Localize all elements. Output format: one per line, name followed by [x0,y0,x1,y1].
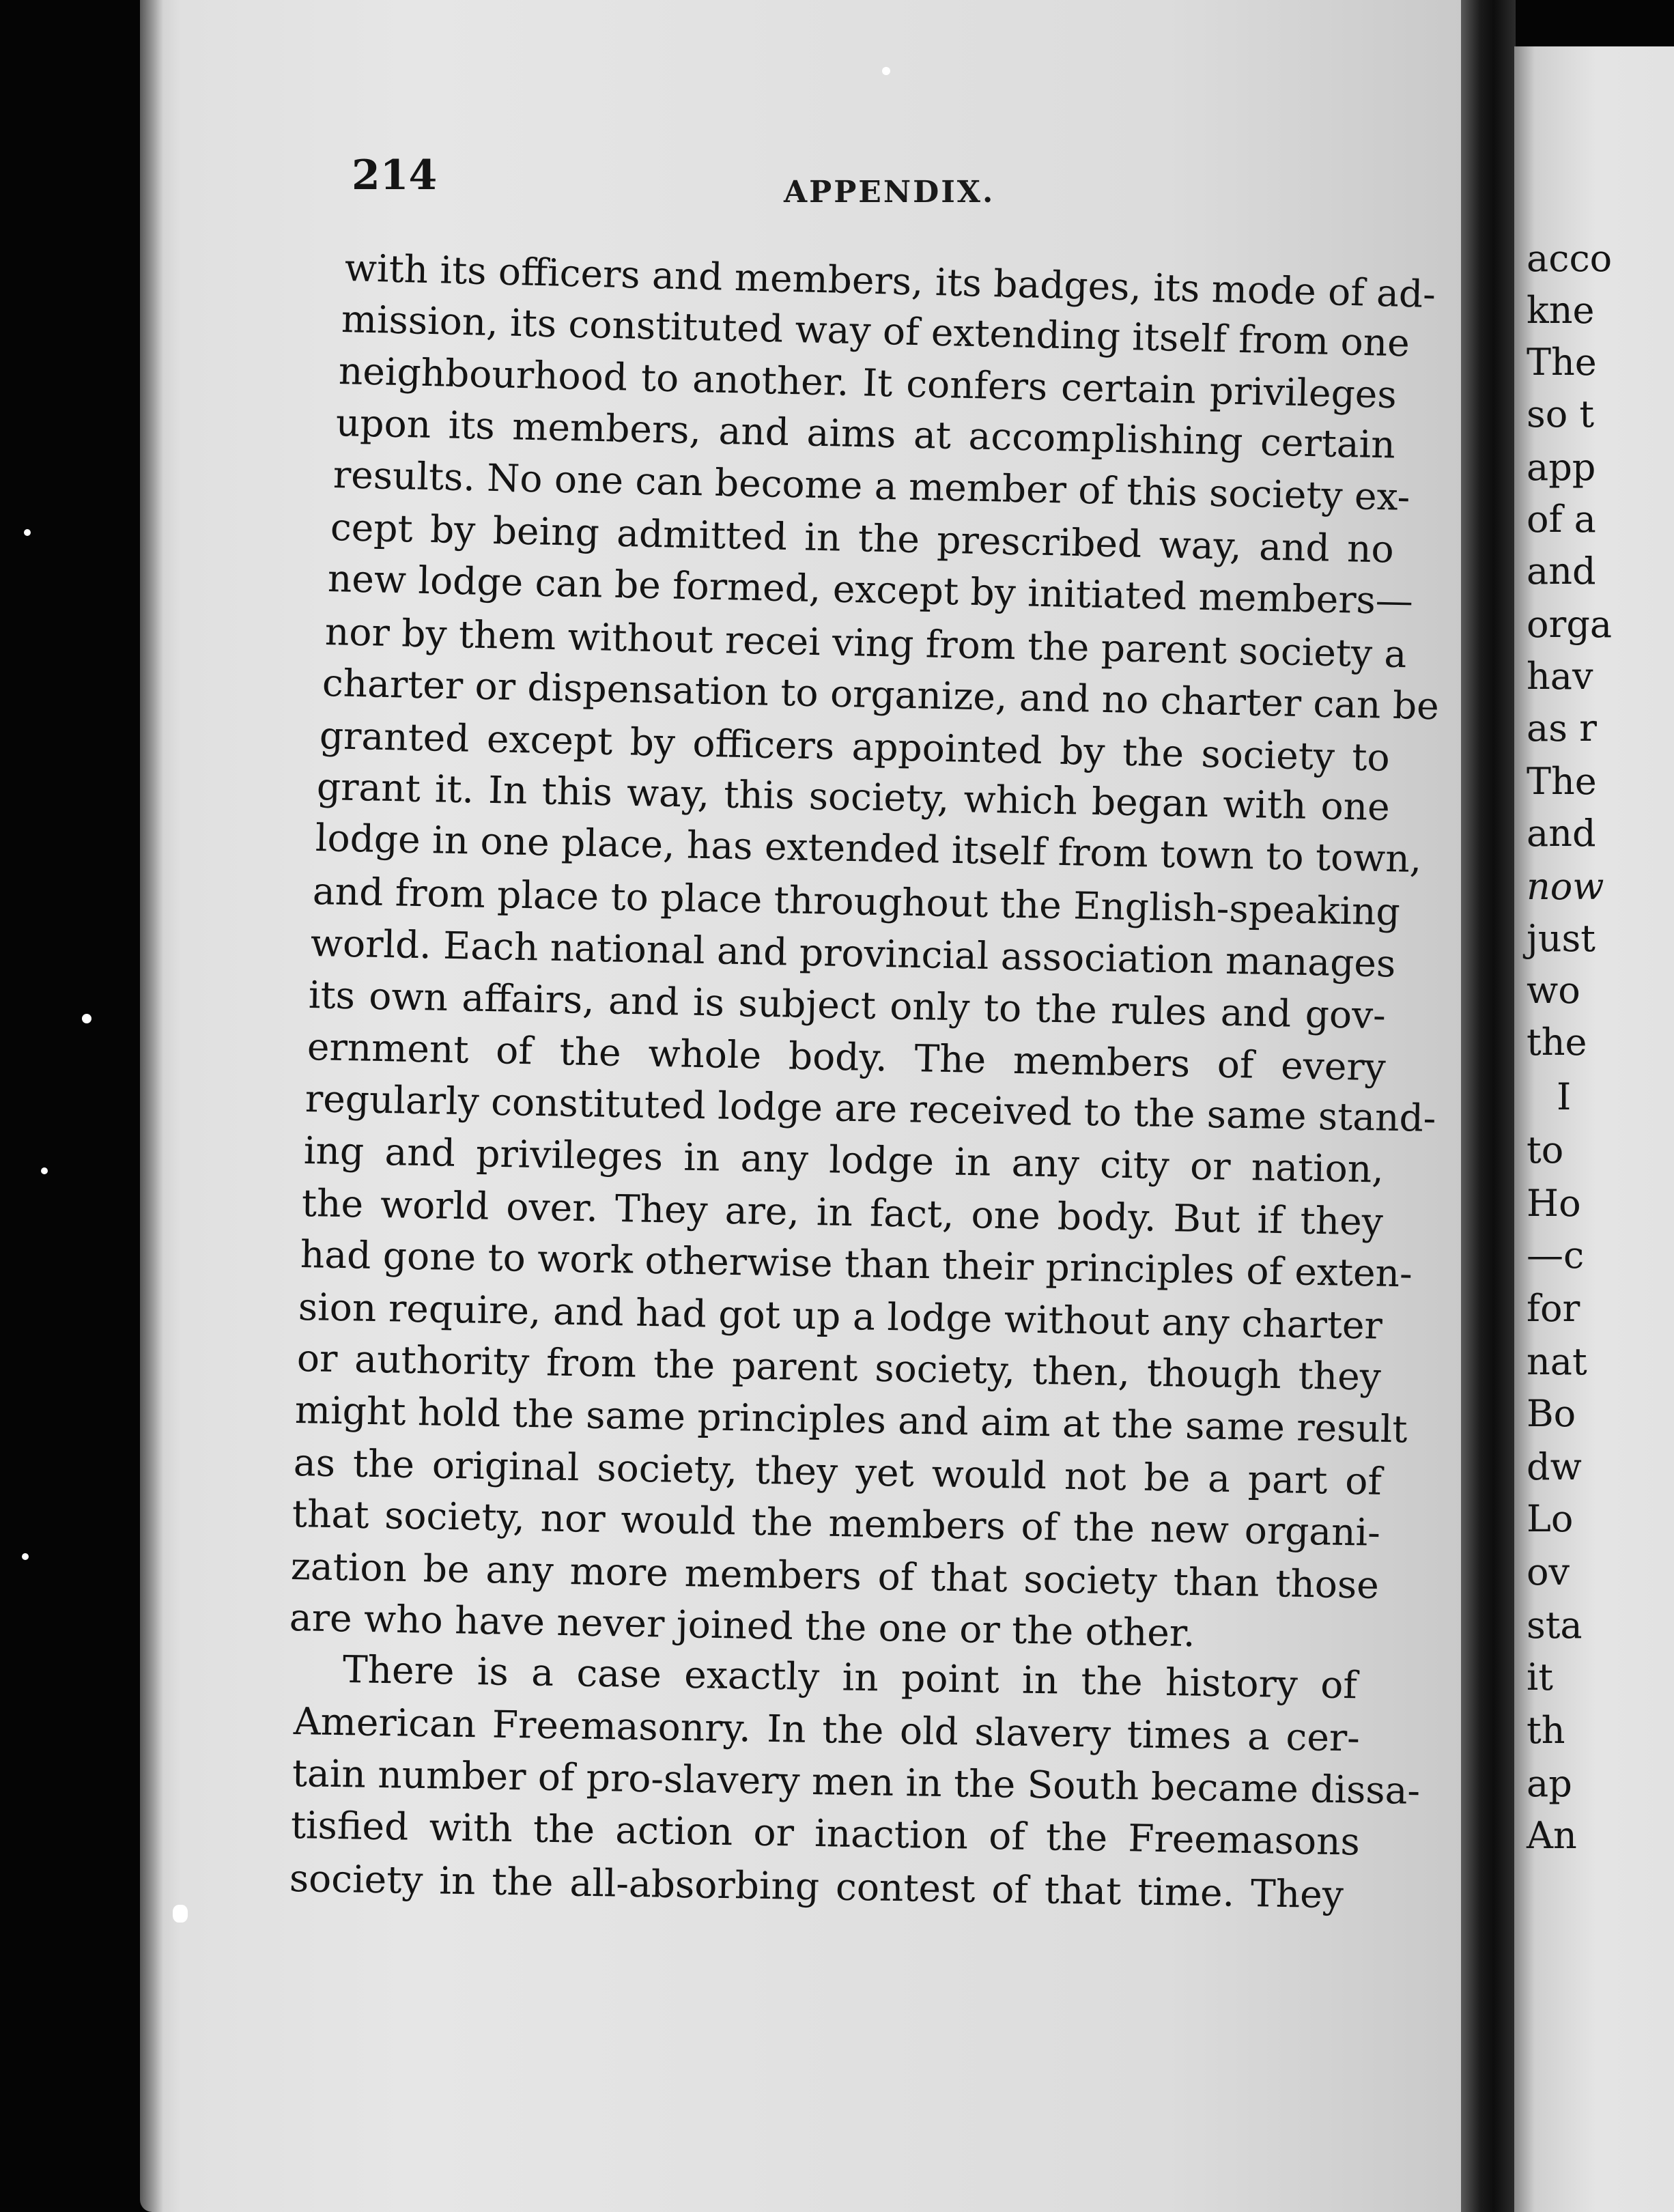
facing-page-line: for [1527,1287,1580,1330]
text-line: new lodge can be formed, except by initiated members— [327,556,1414,623]
paragraph-end-line: are who have never joined the one or the other. [289,1596,1196,1656]
page-number: 214 [352,152,438,199]
dust-speck [173,1905,188,1923]
facing-page-line: orga [1527,603,1613,646]
first-line: with its officers and members, its badges, its mode of ad- [344,246,1436,317]
facing-page-line: acco [1527,237,1613,280]
text-line: its own affairs, and is subject only to the rules and gov- [308,973,1387,1038]
running-head: APPENDIX. [784,175,995,210]
text-line: grant it. In this way, this society, which began with one [316,765,1391,830]
text-line: mission, its constituted way of extending itself from one [341,297,1410,365]
text-line: tisfied with the action or inaction of the Freemasons [290,1803,1361,1864]
text-line: upon its members, and aims at accomplishing certain [335,401,1396,467]
text-line: lodge in one place, has extended itself from town to town, [315,816,1422,881]
text-line: or authority from the parent society, then, though they [296,1336,1382,1399]
facing-page-line: and [1527,812,1596,855]
facing-page-line: it [1527,1656,1553,1699]
text-line: that society, nor would the members of the new organi- [292,1492,1381,1555]
text-line: sion require, and had got up a lodge without any charter [298,1285,1383,1348]
facing-page-line: Ho [1527,1182,1581,1225]
text-line: society in the all-absorbing contest of that time. They [289,1856,1344,1917]
facing-page-line: Bo [1527,1392,1576,1435]
dust-speck [24,529,31,536]
text-line: as the original society, they yet would not be a part of [293,1441,1382,1503]
text-line: American Freemasonry. In the old slavery times a cer- [293,1699,1361,1760]
facing-page-line: as r [1527,707,1597,750]
text-line: and from place to place throughout the English-speaking [312,869,1401,934]
facing-page-line: hav [1527,655,1593,698]
facing-page-line: Lo [1527,1497,1574,1540]
text-line: had gone to work otherwise than their principles of exten- [300,1232,1413,1296]
text-line: cept by being admitted in the prescribed way, and no [330,505,1395,571]
text-line: zation be any more members of that society than those [290,1544,1380,1607]
dust-speck [82,1014,91,1023]
facing-page-line: app [1527,446,1596,489]
dust-speck [22,1553,29,1560]
facing-page-line: The [1527,341,1597,384]
dust-speck [882,67,890,75]
text-line: world. Each national and provincial association manages [310,921,1396,986]
facing-page-line: th [1527,1709,1565,1752]
text-line: regularly constituted lodge are received to the same stand- [304,1077,1436,1140]
facing-page-line: so t [1527,393,1595,436]
text-line: nor by them without recei ving from the parent society a [324,610,1408,677]
dust-speck [41,1167,48,1174]
facing-page-line: wo [1527,969,1580,1012]
facing-page-line: and [1527,550,1596,593]
facing-page-line: now [1527,865,1604,908]
facing-page-line: ov [1527,1550,1570,1593]
facing-page-line: sta [1527,1604,1583,1647]
text-line: ernment of the whole body. The members of every [307,1025,1387,1090]
text-line: might hold the same principles and aim at the same result [294,1388,1408,1451]
facing-page-line: just [1527,917,1595,960]
text-line: granted except by officers appointed by the society to [319,713,1391,780]
facing-page-line: An [1527,1814,1577,1857]
facing-page-line: to [1527,1129,1564,1172]
facing-page-line: the [1527,1021,1587,1064]
facing-page-line: The [1527,760,1597,803]
text-line: results. No one can become a member of this society ex- [332,453,1410,520]
facing-page-line: kne [1527,289,1595,332]
text-line: the world over. They are, in fact, one body. But if they [301,1181,1384,1244]
facing-page-line: nat [1527,1340,1587,1383]
text-line: ing and privileges in any lodge in any city or nation, [303,1129,1385,1191]
facing-page-line: dw [1527,1445,1582,1488]
facing-page-line: of a [1527,498,1596,541]
facing-page-line: I [1557,1075,1572,1118]
text-line: charter or dispensation to organize, and no charter can be [322,661,1440,728]
facing-page-line: —c [1527,1234,1585,1277]
text-line: neighbourhood to another. It confers certain privileges [338,349,1398,417]
text-line: tain number of pro-slavery men in the South became dissa- [292,1751,1421,1813]
facing-page-line: ap [1527,1762,1572,1805]
paragraph-start-line: There is a case exactly in point in the history of [342,1647,1358,1707]
